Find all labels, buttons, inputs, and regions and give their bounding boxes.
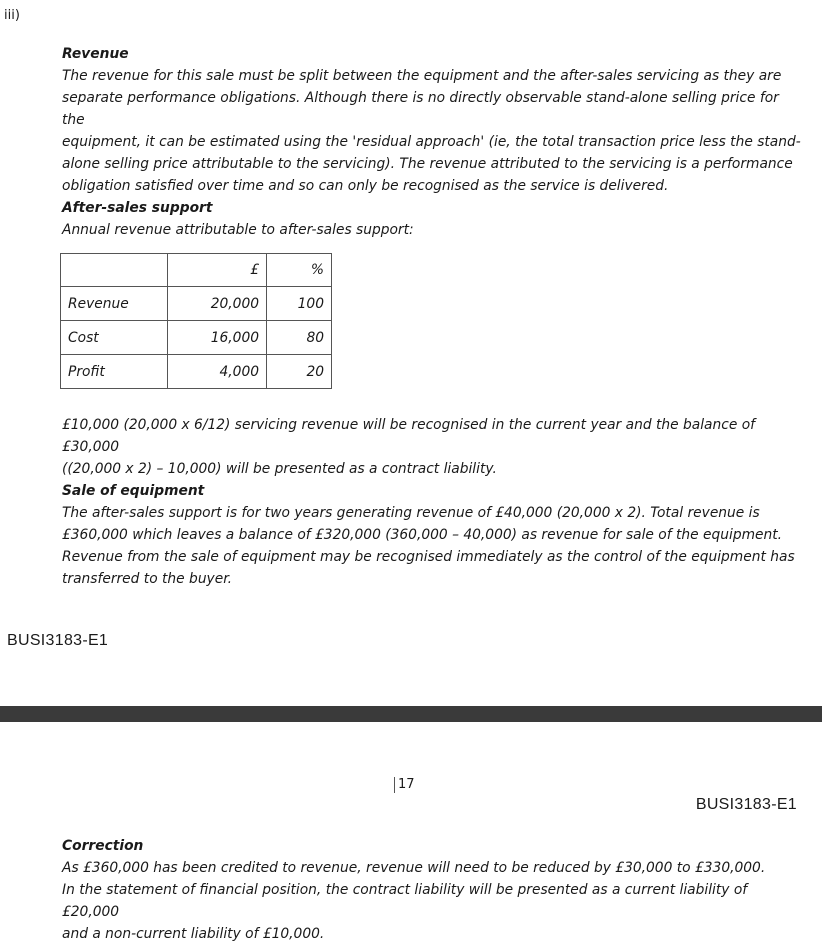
servicing-line: £10,000 (20,000 x 6/12) servicing revenue will be recognised in the current year and the balance of £30,000: [62, 417, 755, 455]
row-label: Revenue: [61, 287, 168, 321]
row-amount: 20,000: [168, 287, 267, 321]
page-break-band: [0, 706, 822, 722]
table-header-cell: [61, 254, 168, 287]
after-sales-heading: After-sales support: [62, 200, 213, 216]
after-sales-section: [62, 197, 802, 241]
table-row: [61, 355, 332, 389]
correction-section: [62, 835, 802, 945]
equipment-line: transferred to the buyer.: [62, 571, 233, 587]
question-label: iii): [4, 8, 20, 23]
revenue-line: obligation satisfied over time and so can only be recognised as the service is delivered.: [62, 178, 669, 194]
servicing-note: [62, 414, 802, 480]
sale-of-equipment-heading: Sale of equipment: [62, 483, 205, 499]
footer-course-code: BUSI3183-E1: [7, 632, 109, 649]
revenue-line: The revenue for this sale must be split between the equipment and the after-sales servicing as they are: [62, 68, 782, 84]
servicing-line: ((20,000 x 2) – 10,000) will be presented as a contract liability.: [62, 461, 497, 477]
sale-of-equipment-section: [62, 480, 802, 590]
correction-line: As £360,000 has been credited to revenue, revenue will need to be reduced by £30,000 to £330,000.: [62, 860, 766, 876]
table-row: [61, 321, 332, 355]
revenue-heading: Revenue: [62, 46, 129, 62]
table-header-cell: %: [267, 254, 332, 287]
after-sales-intro: Annual revenue attributable to after-sales support:: [62, 222, 414, 238]
row-label: Profit: [61, 355, 168, 389]
revenue-line: equipment, it can be estimated using the 'residual approach' (ie, the total transaction price less the stand-: [62, 134, 801, 150]
after-sales-table: [60, 253, 332, 389]
table-row: [61, 287, 332, 321]
row-percent: 20: [267, 355, 332, 389]
revenue-section: [62, 43, 802, 197]
row-amount: 16,000: [168, 321, 267, 355]
header-course-code: BUSI3183-E1: [695, 796, 797, 813]
row-percent: 100: [267, 287, 332, 321]
equipment-line: £360,000 which leaves a balance of £320,000 (360,000 – 40,000) as revenue for sale of the equipment.: [62, 527, 783, 543]
table-header-cell: £: [168, 254, 267, 287]
page-number: 17: [394, 777, 415, 793]
equipment-line: The after-sales support is for two years generating revenue of £40,000 (20,000 x 2). Total revenue is: [62, 505, 760, 521]
row-label: Cost: [61, 321, 168, 355]
row-percent: 80: [267, 321, 332, 355]
correction-line: In the statement of financial position, the contract liability will be presented as a current liability of £20,000: [62, 882, 748, 920]
correction-line: and a non-current liability of £10,000.: [62, 926, 325, 942]
revenue-line: alone selling price attributable to the servicing). The revenue attributed to the servicing is a performance: [62, 156, 793, 172]
row-amount: 4,000: [168, 355, 267, 389]
equipment-line: Revenue from the sale of equipment may be recognised immediately as the control of the equipment has: [62, 549, 795, 565]
correction-heading: Correction: [62, 838, 144, 854]
table-header-row: [61, 254, 332, 287]
revenue-line: separate performance obligations. Although there is no directly observable stand-alone selling price for the: [62, 90, 779, 128]
